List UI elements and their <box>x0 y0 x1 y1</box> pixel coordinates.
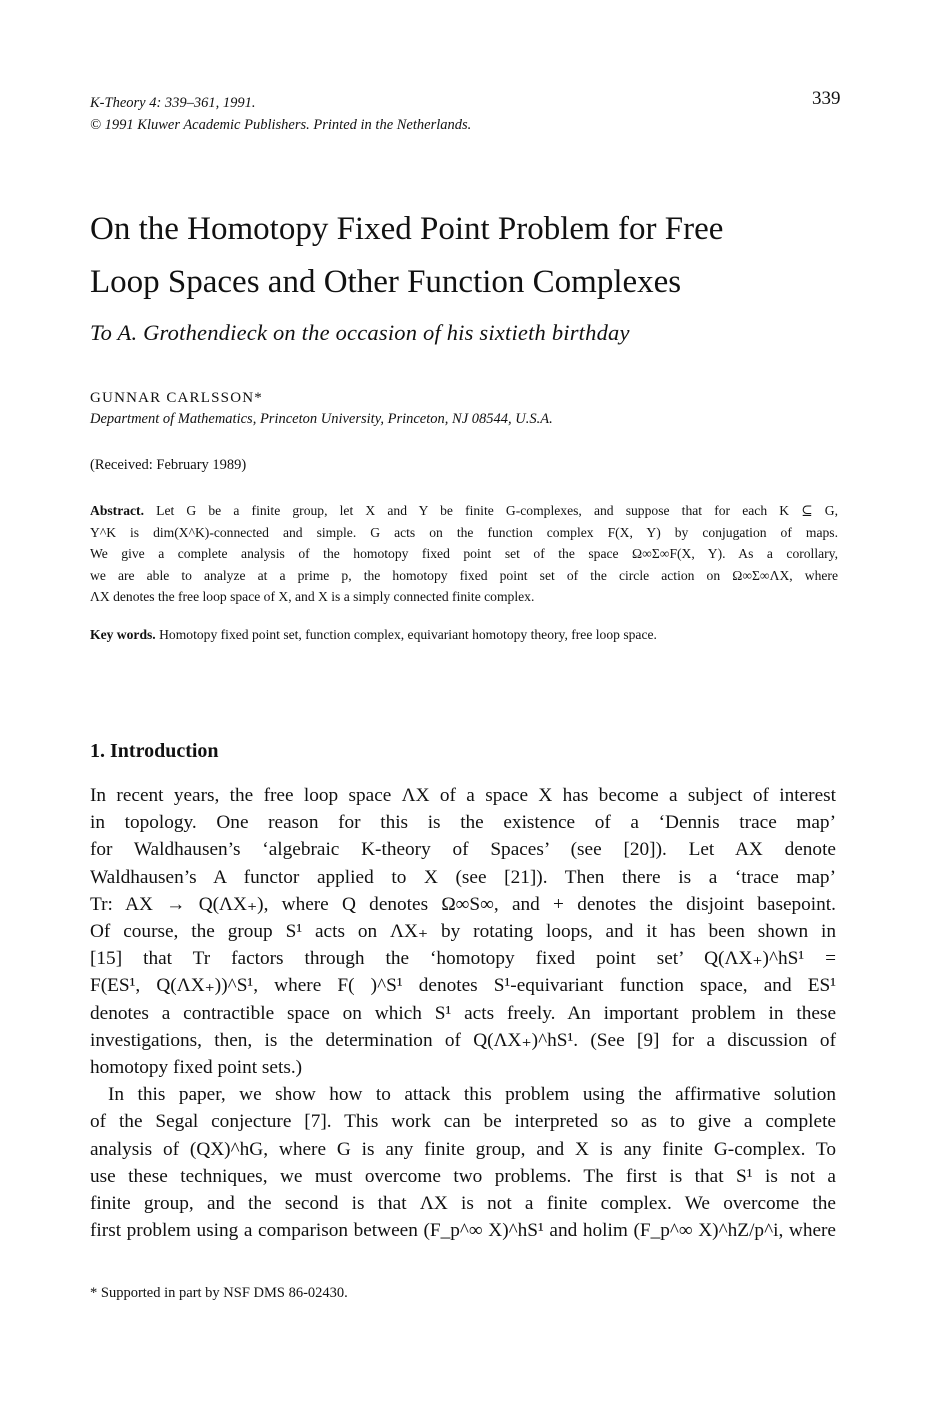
body-line: use these techniques, we must overcome two problems. The first is that S¹ is not a <box>90 1165 836 1187</box>
body-line: investigations, then, is the determination of Q(ΛX₊)^hS¹. (See [9] for a discussion of <box>90 1029 836 1051</box>
body-line: denotes a contractible space on which S¹ acts freely. An important problem in these <box>90 1002 836 1024</box>
body-line: finite group, and the second is that ΛX is not a finite complex. We overcome the <box>90 1193 836 1215</box>
paper-title <box>90 203 850 309</box>
body-line: F(ES¹, Q(ΛX₊))^S¹, where F( )^S¹ denotes S¹-equivariant function space, and ES¹ <box>90 975 836 997</box>
copyright-line: © 1991 Kluwer Academic Publishers. Printed in the Netherlands. <box>90 117 472 133</box>
page-number: 339 <box>812 88 841 109</box>
abstract-line: Abstract. Let G be a finite group, let X and Y be finite G-complexes, and suppose that for each K ⊆ G, <box>90 503 838 518</box>
received-date: (Received: February 1989) <box>90 457 247 473</box>
footnote: * Supported in part by NSF DMS 86-02430. <box>90 1285 348 1301</box>
abstract <box>90 500 838 608</box>
body-line: for Waldhausen’s ‘algebraic K-theory of Spaces’ (see [20]). Let AX denote <box>90 839 836 861</box>
dedication: To A. Grothendieck on the occasion of his sixtieth birthday <box>90 320 630 345</box>
paragraph <box>90 782 836 1081</box>
abstract-line: ΛX denotes the free loop space of X, and X is a simply connected finite complex. <box>90 589 535 605</box>
author-name: GUNNAR CARLSSON* <box>90 390 263 406</box>
body-line: in topology. One reason for this is the existence of a ‘Dennis trace map’ <box>90 812 836 834</box>
section-heading: 1. Introduction <box>90 740 219 762</box>
body-line: Waldhausen’s A functor applied to X (see [21]). Then there is a ‘trace map’ <box>90 866 836 888</box>
paragraph <box>90 1081 836 1244</box>
body-line: Tr: AX → Q(ΛX₊), where Q denotes Ω∞S∞, and + denotes the disjoint basepoint. <box>90 893 836 915</box>
body-line: [15] that Tr factors through the ‘homotopy fixed point set’ Q(ΛX₊)^hS¹ = <box>90 948 836 970</box>
author-affiliation: Department of Mathematics, Princeton University, Princeton, NJ 08544, U.S.A. <box>90 411 553 427</box>
body-line: of the Segal conjecture [7]. This work can be interpreted so as to give a complete <box>90 1111 836 1133</box>
keywords <box>90 627 838 643</box>
body-line: Of course, the group S¹ acts on ΛX₊ by rotating loops, and it has been shown in <box>90 921 836 943</box>
journal-line: K-Theory 4: 339–361, 1991. <box>90 95 256 111</box>
body-text <box>90 782 836 1244</box>
abstract-label: Abstract. <box>90 503 144 518</box>
body-line: analysis of (QX)^hG, where G is any finite group, and X is any finite G-complex. To <box>90 1138 836 1160</box>
title-line: Loop Spaces and Other Function Complexes <box>90 264 682 300</box>
journal-citation <box>90 92 471 136</box>
body-line: first problem using a comparison between (F_p^∞ X)^hS¹ and holim (F_p^∞ X)^hZ/p^i, where <box>90 1220 836 1242</box>
body-line: In recent years, the free loop space ΛX of a space X has become a subject of interest <box>90 785 836 806</box>
abstract-line: Y^K is dim(X^K)-connected and simple. G acts on the function complex F(X, Y) by conjugation of maps. <box>90 524 838 540</box>
title-line: On the Homotopy Fixed Point Problem for Free <box>90 211 724 247</box>
abstract-line: we are able to analyze at a prime p, the homotopy fixed point set of the circle action on Ω∞Σ∞ΛX, where <box>90 567 838 583</box>
keywords-label: Key words. <box>90 627 156 642</box>
body-line: homotopy fixed point sets.) <box>90 1057 303 1079</box>
keywords-text: Homotopy fixed point set, function complex, equivariant homotopy theory, free loop space. <box>159 627 657 642</box>
body-line: In this paper, we show how to attack this problem using the affirmative solution <box>108 1084 836 1106</box>
abstract-line: We give a complete analysis of the homotopy fixed point set of the space Ω∞Σ∞F(X, Y). As a corollary, <box>90 546 838 562</box>
